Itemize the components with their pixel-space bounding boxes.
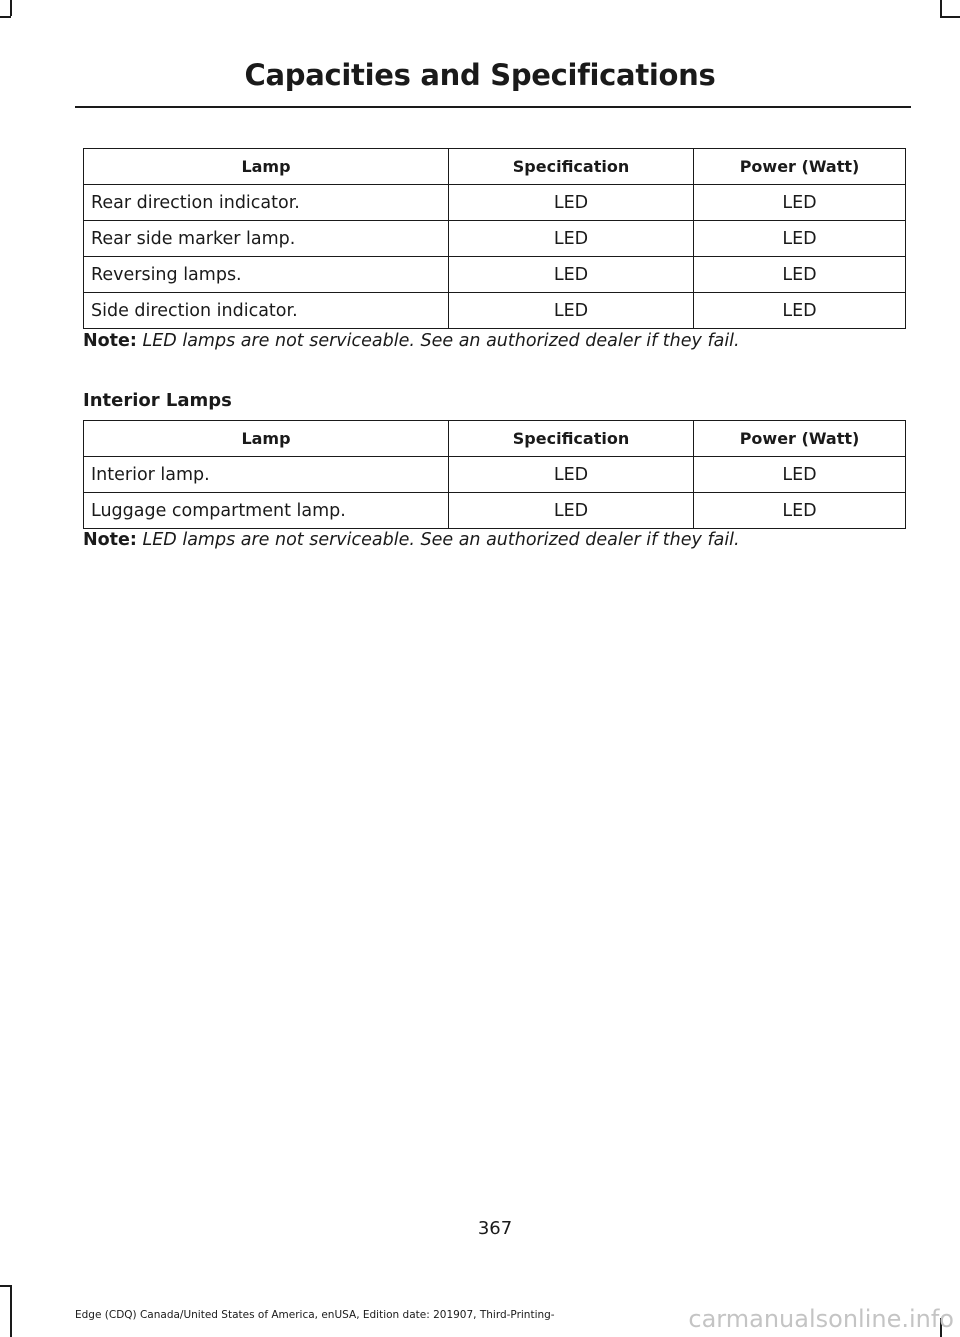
table-row xyxy=(84,493,906,529)
table-row xyxy=(84,257,906,293)
lamp-cell: Interior lamp. xyxy=(84,457,449,493)
lamp-cell: Side direction indicator. xyxy=(84,293,449,329)
specification-cell: LED xyxy=(449,293,694,329)
column-header-power: Power (Watt) xyxy=(694,421,906,457)
table-header-row xyxy=(84,421,906,457)
table-row xyxy=(84,221,906,257)
crop-mark-top-right-h xyxy=(940,16,960,18)
power-cell: LED xyxy=(694,185,906,221)
note-text: LED lamps are not serviceable. See an authorized dealer if they fail. xyxy=(142,331,740,351)
lamp-cell: Rear side marker lamp. xyxy=(84,221,449,257)
specification-cell: LED xyxy=(449,493,694,529)
note-exterior xyxy=(83,331,740,351)
crop-mark-bottom-left-h xyxy=(0,1285,11,1287)
note-label: Note: xyxy=(83,331,137,351)
table-row xyxy=(84,457,906,493)
column-header-lamp: Lamp xyxy=(84,149,449,185)
column-header-specification: Specification xyxy=(449,421,694,457)
note-label: Note: xyxy=(83,530,137,550)
exterior-lamps-table xyxy=(83,148,906,329)
title-divider xyxy=(75,106,911,108)
note-interior xyxy=(83,530,740,550)
power-cell: LED xyxy=(694,457,906,493)
power-cell: LED xyxy=(694,493,906,529)
power-cell: LED xyxy=(694,293,906,329)
table-header-row xyxy=(84,149,906,185)
section-heading-interior-lamps: Interior Lamps xyxy=(83,390,232,411)
watermark: carmanualsonline.info xyxy=(688,1305,954,1333)
lamp-cell: Rear direction indicator. xyxy=(84,185,449,221)
specification-cell: LED xyxy=(449,457,694,493)
interior-lamps-table xyxy=(83,420,906,529)
table-row xyxy=(84,185,906,221)
page-number: 367 xyxy=(477,1218,513,1239)
lamp-cell: Luggage compartment lamp. xyxy=(84,493,449,529)
column-header-power: Power (Watt) xyxy=(694,149,906,185)
power-cell: LED xyxy=(694,221,906,257)
page-title: Capacities and Specifications xyxy=(244,58,716,92)
edition-footer: Edge (CDQ) Canada/United States of America, enUSA, Edition date: 201907, Third-Printing- xyxy=(75,1309,555,1321)
table-row xyxy=(84,293,906,329)
crop-mark-top-left xyxy=(10,0,12,16)
specification-cell: LED xyxy=(449,221,694,257)
specification-cell: LED xyxy=(449,257,694,293)
crop-mark-bottom-left xyxy=(10,1285,12,1337)
lamp-cell: Reversing lamps. xyxy=(84,257,449,293)
crop-mark-top-left-h xyxy=(0,16,11,18)
specification-cell: LED xyxy=(449,185,694,221)
column-header-lamp: Lamp xyxy=(84,421,449,457)
note-text: LED lamps are not serviceable. See an authorized dealer if they fail. xyxy=(142,530,740,550)
crop-mark-top-right xyxy=(940,0,942,16)
column-header-specification: Specification xyxy=(449,149,694,185)
power-cell: LED xyxy=(694,257,906,293)
